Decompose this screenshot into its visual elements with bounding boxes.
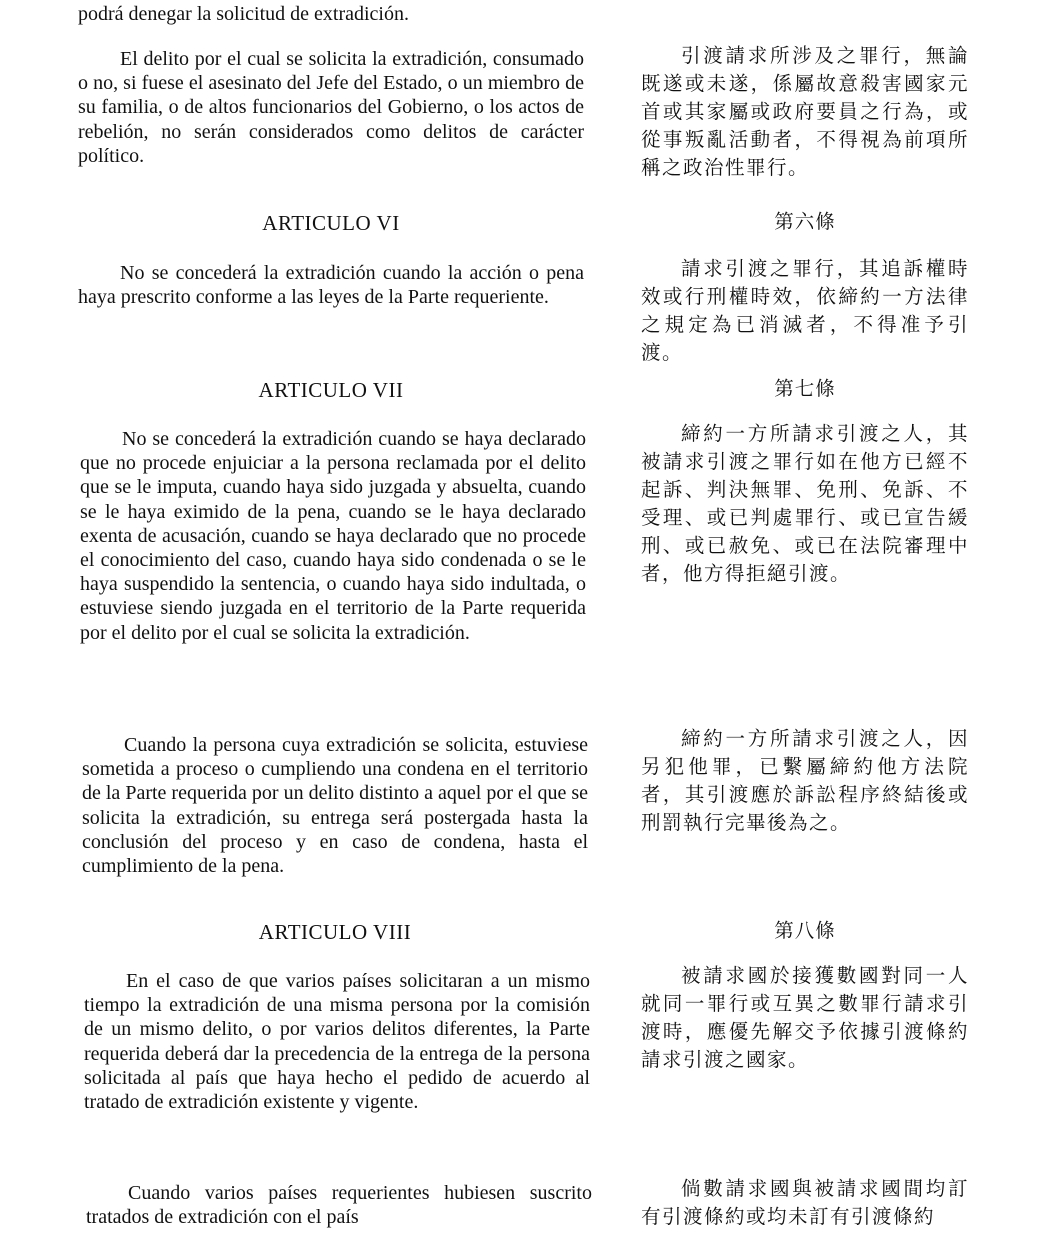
- spanish-paragraph-postponement: Cuando la persona cuya extradición se solicita, estuviese sometida a proceso o cumpliendo una condena en el territorio de la Parte requerida por un delito distinto a aquel por el que se solicita la extradición, su entrega será postergada hasta la conclusión del proceso y en caso de condena, hasta el cumplimiento de la pena.: [82, 734, 588, 878]
- chinese-article-7-heading: 第七條: [774, 377, 836, 400]
- chinese-paragraph-treaty-countries: 倘數請求國與被請求國間均訂有引渡條約或均未訂有引渡條約: [641, 1177, 969, 1228]
- article-viii-heading: ARTICULO VIII: [258, 920, 412, 944]
- article-vii-heading: ARTICULO VII: [258, 378, 404, 402]
- chinese-paragraph-prescription: 請求引渡之罪行，其追訴權時效或行刑權時效，依締約一方法律之規定為已消滅者，不得准予引渡。: [641, 257, 969, 364]
- chinese-paragraph-concurrent-requests: 被請求國於接獲數國對同一人就同一罪行或互異之數罪行請求引渡時，應優先解交予依據引渡條約請求引渡之國家。: [641, 964, 969, 1071]
- spanish-paragraph-prescription: No se concederá la extradición cuando la acción o pena haya prescrito conforme a las leyes de la Parte requeriente.: [78, 262, 584, 309]
- spanish-paragraph-continuation: podrá denegar la solicitud de extradición.: [78, 3, 409, 25]
- chinese-paragraph-refusal: 締約一方所請求引渡之人，其被請求引渡之罪行如在他方已經不起訴、判決無罪、免刑、免訴、不受理、或已判處罪行、或已宣告緩刑、或已赦免、或已在法院審理中者，他方得拒絕引渡。: [641, 422, 969, 585]
- article-vi-heading: ARTICULO VI: [262, 211, 400, 235]
- chinese-article-8-heading: 第八條: [774, 919, 836, 942]
- chinese-article-6-heading: 第六條: [774, 210, 836, 233]
- chinese-paragraph-postponement: 締約一方所請求引渡之人，因另犯他罪，已繫屬締約他方法院者，其引渡應於訴訟程序終結後或刑罰執行完畢後為之。: [641, 727, 969, 834]
- chinese-paragraph-political-crimes: 引渡請求所涉及之罪行，無論既遂或未遂，係屬故意殺害國家元首或其家屬或政府要員之行為，或從事叛亂活動者，不得視為前項所稱之政治性罪行。: [641, 44, 969, 179]
- spanish-paragraph-concurrent-requests: En el caso de que varios países solicitaran a un mismo tiempo la extradición de una misma persona por la comisión de un mismo delito, o por varios delitos diferentes, la Parte requerida deberá dar la precedencia de la entrega de la persona solicitada al país que haya hecho el pedido de acuerdo al tratado de extradición existente y vigente.: [84, 970, 590, 1114]
- spanish-paragraph-political-crimes: El delito por el cual se solicita la extradición, consumado o no, si fuese el asesinato del Jefe del Estado, o un miembro de su familia, o de altos funcionarios del Gobierno, o los actos de rebelión, no serán considerados como delitos de carácter político.: [78, 48, 584, 167]
- spanish-paragraph-refusal: No se concederá la extradición cuando se haya declarado que no procede enjuiciar a la persona reclamada por el delito que se le imputa, cuando haya sido juzgada y absuelta, cuando se le haya eximido de la pena, cuando se le haya declarado exenta de acusación, cuando se haya declarado que no procede el conocimiento del caso, cuando haya sido condenada o se le haya suspendido la sentencia, o cuando haya sido indultada, o estuviese siendo juzgada en el territorio de la Parte requerida por el delito por el cual se solicita la extradición.: [80, 428, 586, 644]
- spanish-paragraph-treaty-countries: Cuando varios países requerientes hubiesen suscrito tratados de extradición con el país: [86, 1182, 592, 1229]
